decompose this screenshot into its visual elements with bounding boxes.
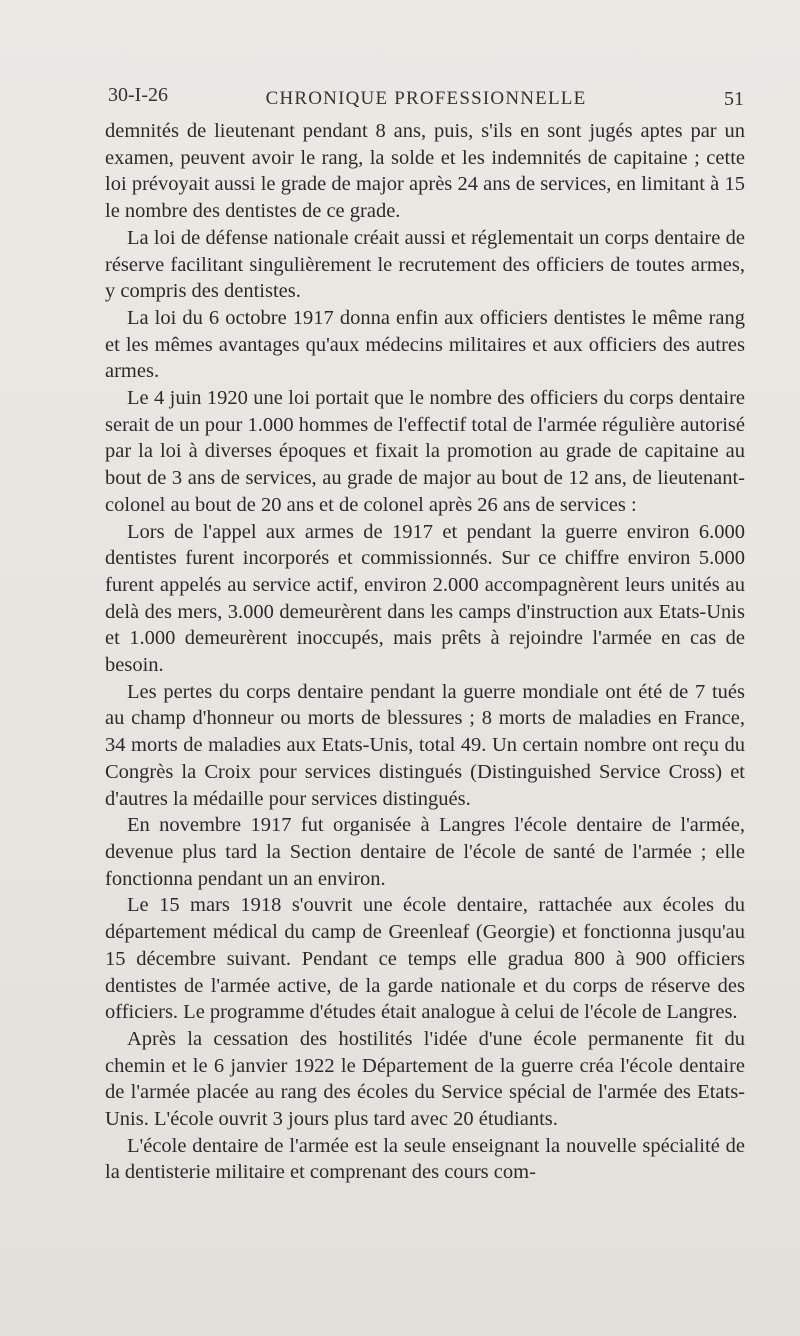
page-number: 51 <box>724 88 744 110</box>
paragraph: Lors de l'appel aux armes de 1917 et pendant la guerre environ 6.000 dentistes furent incorporés et commissionnés. Sur ce chiffre environ 5.000 furent appelés au service actif, environ 2.000 accompagnèrent leurs unités au delà des mers, 3.000 demeurèrent dans les camps d'instruction aux Etats-Unis et 1.000 demeurèrent inoccupés, mais prêts à rejoindre l'armée en cas de besoin. <box>105 520 745 677</box>
paragraph: Le 4 juin 1920 une loi portait que le nombre des officiers du corps dentaire serait de un pour 1.000 hommes de l'effectif total de l'armée régulière autorisé par la loi à diverses époques et fixait la promotion au grade de capitaine au bout de 3 ans de services, au grade de major au bout de 12 ans, de lieutenant-colonel au bout de 20 ans et de colonel après 26 ans de services : <box>105 387 745 516</box>
article-body <box>105 118 745 1186</box>
paragraph: L'école dentaire de l'armée est la seule enseignant la nouvelle spécialité de la dentisterie militaire et comprenant des cours com- <box>105 1134 745 1184</box>
header-title: CHRONIQUE PROFESSIONNELLE <box>265 88 587 109</box>
header-date: 30-I-26 <box>108 84 168 106</box>
paragraph: Les pertes du corps dentaire pendant la guerre mondiale ont été de 7 tués au champ d'honneur ou morts de blessures ; 8 morts de maladies en France, 34 morts de maladies aux Etats-Unis, total 49. Un certain nombre ont reçu du Congrès la Croix pour services distingués (Distinguished Service Cross) et d'autres la médaille pour services distingués. <box>105 680 745 810</box>
paragraph: demnités de lieutenant pendant 8 ans, puis, s'ils en sont jugés aptes par un examen, peuvent avoir le rang, la solde et les indemnités de capitaine ; cette loi prévoyait aussi le grade de major après 24 ans de services, en limitant à 15 le nombre des dentistes de ce grade. <box>105 120 745 223</box>
paragraph: La loi de défense nationale créait aussi et réglementait un corps dentaire de réserve facilitant singulièrement le recrutement des officiers de toutes armes, y compris des dentistes. <box>105 226 745 303</box>
paragraph: La loi du 6 octobre 1917 donna enfin aux officiers dentistes le même rang et les mêmes avantages qu'aux médecins militaires et aux officiers des autres armes. <box>105 306 745 383</box>
paragraph: Le 15 mars 1918 s'ouvrit une école dentaire, rattachée aux écoles du département médical du camp de Greenleaf (Georgie) et fonctionna jusqu'au 15 décembre suivant. Pendant ce temps elle gradua 800 à 900 officiers dentistes de l'armée active, de la garde nationale et du corps de réserve des officiers. Le programme d'études était analogue à celui de l'école de Langres. <box>105 894 745 1024</box>
paragraph: En novembre 1917 fut organisée à Langres l'école dentaire de l'armée, devenue plus tard la Section dentaire de l'école de santé de l'armée ; elle fonctionna pendant un an environ. <box>105 814 745 890</box>
paragraph: Après la cessation des hostilités l'idée d'une école permanente fit du chemin et le 6 janvier 1922 le Département de la guerre créa l'école dentaire de l'armée placée au rang des écoles du Service spécial de l'armée des Etats-Unis. L'école ouvrit 3 jours plus tard avec 20 étudiants. <box>105 1027 745 1131</box>
page-header <box>108 84 744 114</box>
